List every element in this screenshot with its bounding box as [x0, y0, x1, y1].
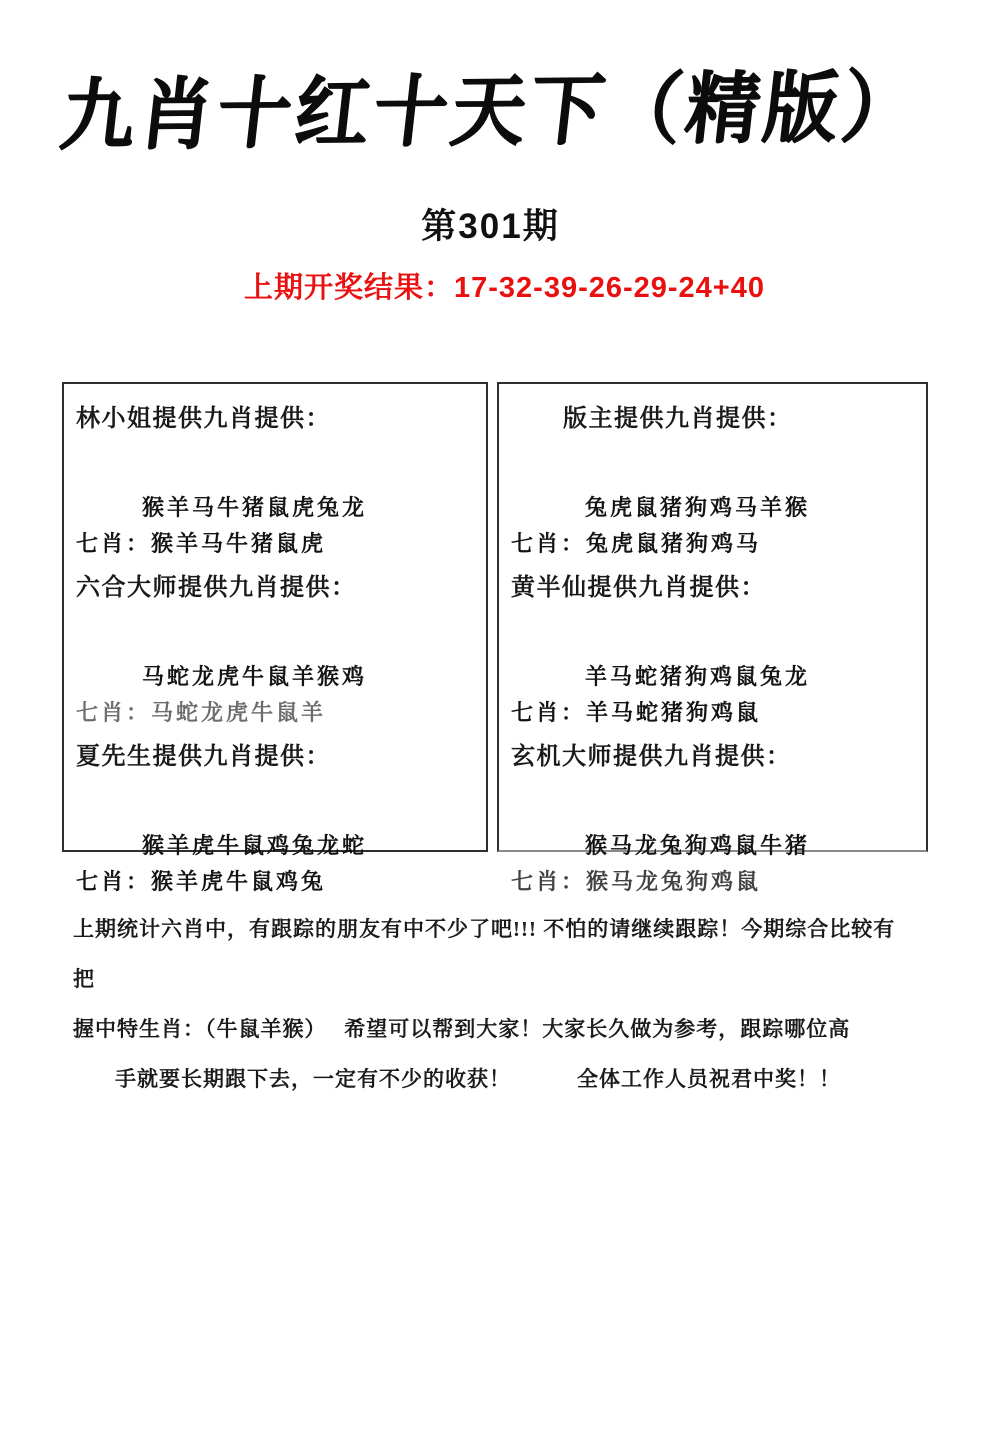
left-panel [62, 382, 488, 894]
nine-zodiac-line: 马蛇龙虎牛鼠羊猴鸡 [142, 664, 368, 689]
nine-zodiac-line: 兔虎鼠猪狗鸡马羊猴 [585, 495, 811, 520]
last-draw-result-numbers: 17-32-39-26-29-24+40 [453, 272, 766, 304]
provider-heading: 六合大师提供九肖提供： [76, 575, 357, 601]
tip-section [76, 567, 486, 727]
provider-heading: 黄半仙提供九肖提供： [511, 575, 766, 601]
footer-line-3: 手就要长期跟下去，一定有不少的收获！ 全体工作人员祝君中奖！！ [115, 1067, 841, 1091]
last-draw-result [14, 265, 981, 306]
masthead [0, 52, 981, 177]
seven-zodiac-line: 七肖：猴马龙兔狗鸡鼠 [511, 869, 762, 894]
tip-section [76, 736, 486, 896]
provider-heading: 林小姐提供九肖提供： [76, 406, 331, 432]
footer-line-1: 上期统计六肖中，有跟踪的朋友有中不少了吧!!! 不怕的请继续跟踪！今期综合比较有把 [73, 917, 896, 991]
seven-zodiac-line: 七肖：马蛇龙虎牛鼠羊 [76, 700, 327, 725]
footer-line-2: 握中特生肖：（牛鼠羊猴） 希望可以帮到大家！大家长久做为参考，跟踪哪位高 [73, 1017, 851, 1041]
provider-heading: 版主提供九肖提供： [563, 406, 793, 432]
issue-number: 第301期 [421, 207, 560, 246]
nine-zodiac-line: 猴羊虎牛鼠鸡兔龙蛇 [142, 833, 368, 858]
right-panel [497, 382, 928, 894]
nine-zodiac-line: 猴羊马牛猪鼠虎兔龙 [142, 495, 368, 520]
provider-heading: 夏先生提供九肖提供： [76, 744, 331, 770]
tip-section [511, 736, 926, 896]
nine-zodiac-line: 羊马蛇猪狗鸡鼠兔龙 [585, 664, 811, 689]
nine-zodiac-line: 猴马龙兔狗鸡鼠牛猪 [585, 833, 811, 858]
tip-section [76, 398, 486, 558]
tip-section [511, 398, 926, 558]
footer-note [73, 904, 913, 1104]
seven-zodiac-line: 七肖：羊马蛇猪狗鸡鼠 [511, 700, 762, 725]
tip-section [511, 567, 926, 727]
seven-zodiac-line: 七肖：猴羊马牛猪鼠虎 [76, 531, 327, 556]
seven-zodiac-line: 七肖：兔虎鼠猪狗鸡马 [511, 531, 762, 556]
provider-heading: 玄机大师提供九肖提供： [511, 744, 792, 770]
last-draw-result-label: 上期开奖结果： [243, 272, 454, 304]
tip-panels [62, 382, 928, 894]
page-title: 九肖十红十天下（精版） [55, 61, 925, 161]
seven-zodiac-line: 七肖：猴羊虎牛鼠鸡兔 [76, 869, 327, 894]
